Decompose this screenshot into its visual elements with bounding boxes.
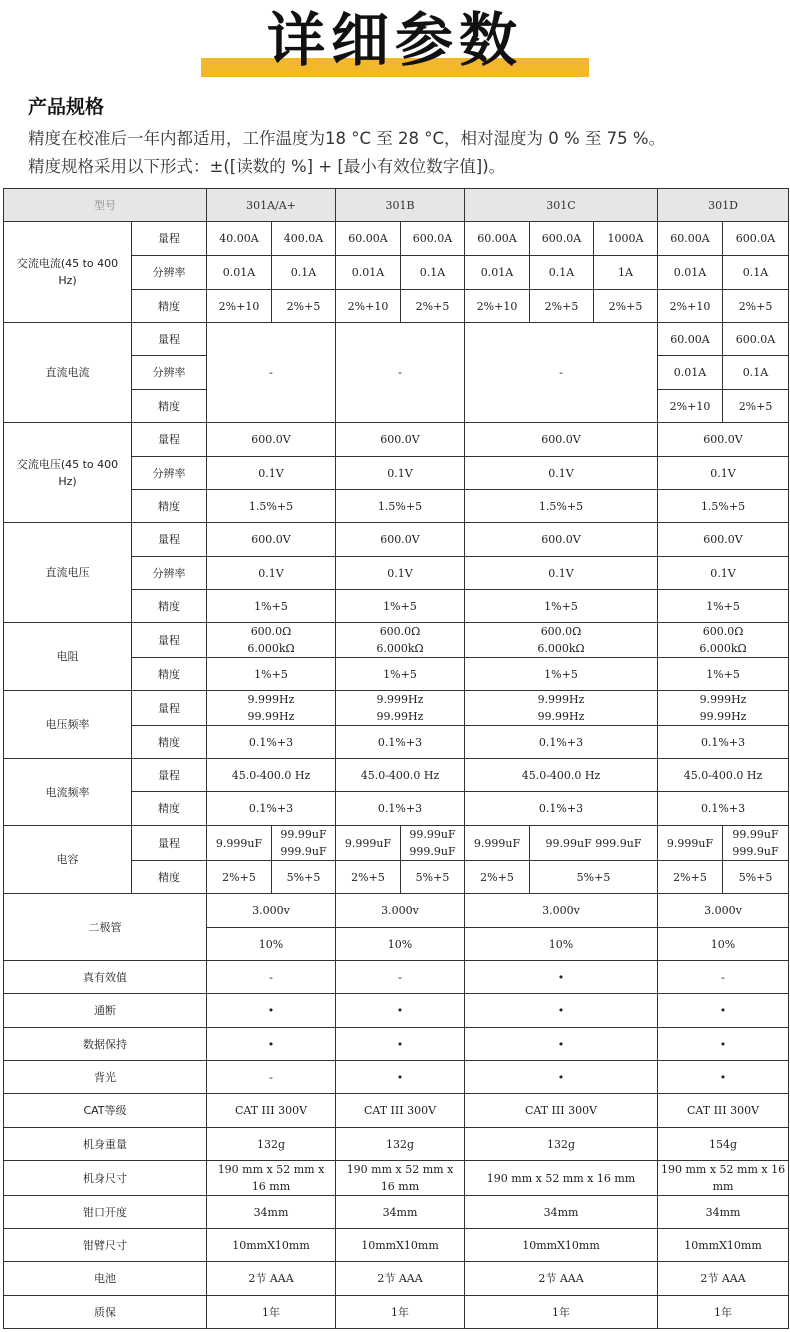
table-cell: 5%+5 (272, 861, 336, 894)
table-cell: 9.999uF (658, 826, 723, 861)
resolution-label: 分辨率 (132, 356, 207, 390)
table-cell: 600.0V (465, 423, 658, 457)
resolution-label: 分辨率 (132, 256, 207, 290)
table-cell (658, 691, 789, 726)
table-row (4, 1161, 789, 1196)
table-cell (723, 826, 789, 861)
table-cell: 2%+5 (465, 861, 530, 894)
table-cell: 1%+5 (207, 658, 336, 691)
table-cell: 45.0-400.0 Hz (336, 759, 465, 792)
table-cell: 1.5%+5 (465, 490, 658, 523)
table-row (4, 222, 789, 256)
table-cell: 600.0A (723, 222, 789, 256)
table-cell: 0.1V (336, 457, 465, 490)
table-cell: 1A (594, 256, 658, 290)
section-title: 产品规格 (28, 96, 105, 118)
range-label: 量程 (132, 759, 207, 792)
range-line: 600.0Ω (702, 625, 744, 638)
table-cell: 9.999uF (207, 826, 272, 861)
table-cell: 1%+5 (465, 590, 658, 623)
table-cell: 5%+5 (723, 861, 789, 894)
table-cell: 3.000v (465, 894, 658, 928)
table-cell: 99.99uF 999.9uF (530, 826, 658, 861)
table-row (4, 994, 789, 1028)
table-cell: 600.0V (207, 523, 336, 557)
table-cell: 60.00A (658, 222, 723, 256)
capacitance-label: 电容 (4, 826, 132, 894)
continuity-label: 通断 (4, 994, 207, 1028)
table-cell: - (658, 961, 789, 994)
table-cell: 132g (207, 1128, 336, 1161)
range-line: 999.9uF (280, 845, 327, 858)
table-cell: 34mm (336, 1196, 465, 1229)
table-cell: 1年 (465, 1296, 658, 1329)
weight-label: 机身重量 (4, 1128, 207, 1161)
table-row (4, 1296, 789, 1329)
table-cell (207, 691, 336, 726)
table-cell: • (207, 994, 336, 1028)
table-cell: 10% (658, 928, 789, 961)
table-cell: - (336, 961, 465, 994)
range-line: 99.99Hz (376, 710, 424, 723)
table-cell: 60.00A (336, 222, 401, 256)
table-cell: 2%+5 (207, 861, 272, 894)
table-cell: 0.1%+3 (207, 726, 336, 759)
cat-rating-label: CAT等级 (4, 1094, 207, 1128)
table-cell: 10% (465, 928, 658, 961)
table-cell: - (465, 323, 658, 423)
table-cell: 1.5%+5 (207, 490, 336, 523)
accuracy-label: 精度 (132, 861, 207, 894)
range-line: 600.0Ω (250, 625, 292, 638)
accuracy-label: 精度 (132, 290, 207, 323)
table-cell: 1%+5 (658, 590, 789, 623)
table-cell: 0.1%+3 (465, 726, 658, 759)
table-cell: 0.1V (336, 557, 465, 590)
table-cell: 3.000v (336, 894, 465, 928)
dc-current-label: 直流电流 (4, 323, 132, 423)
table-cell: 0.1%+3 (207, 792, 336, 826)
table-row (4, 759, 789, 792)
table-cell: 2%+5 (658, 861, 723, 894)
table-cell: 60.00A (658, 323, 723, 356)
table-cell: 0.01A (658, 356, 723, 390)
accuracy-label: 精度 (132, 390, 207, 423)
table-cell: 0.1%+3 (465, 792, 658, 826)
table-cell: 600.0V (207, 423, 336, 457)
table-cell: 190 mm x 52 mm x 16 mm (658, 1161, 789, 1196)
table-cell: 10mmX10mm (336, 1229, 465, 1262)
table-cell: 2节 AAA (207, 1262, 336, 1296)
table-row (4, 894, 789, 928)
table-row (4, 1262, 789, 1296)
table-row (4, 961, 789, 994)
range-line: 6.000kΩ (699, 642, 747, 655)
table-cell: 0.1V (207, 557, 336, 590)
table-cell: 45.0-400.0 Hz (465, 759, 658, 792)
table-row (4, 1128, 789, 1161)
table-cell: 45.0-400.0 Hz (658, 759, 789, 792)
body-size-label: 机身尺寸 (4, 1161, 207, 1196)
table-cell: 1%+5 (336, 658, 465, 691)
range-line: 9.999Hz (376, 693, 424, 706)
table-cell: 2%+5 (336, 861, 401, 894)
table-cell: 2%+10 (336, 290, 401, 323)
table-cell: 2%+10 (658, 390, 723, 423)
table-cell: 1年 (207, 1296, 336, 1329)
table-cell: 1%+5 (658, 658, 789, 691)
table-cell: CAT III 300V (207, 1094, 336, 1128)
current-frequency-label: 电流频率 (4, 759, 132, 826)
table-cell: 0.01A (658, 256, 723, 290)
table-cell: • (336, 994, 465, 1028)
table-cell: • (658, 994, 789, 1028)
model-301d: 301D (658, 189, 789, 222)
table-cell (336, 623, 465, 658)
table-cell: • (465, 994, 658, 1028)
range-label: 量程 (132, 222, 207, 256)
jaw-opening-label: 钳口开度 (4, 1196, 207, 1229)
table-cell: 0.1V (465, 457, 658, 490)
table-cell: 400.0A (272, 222, 336, 256)
table-cell: - (207, 323, 336, 423)
true-rms-label: 真有效值 (4, 961, 207, 994)
table-cell: 1%+5 (465, 658, 658, 691)
voltage-frequency-label: 电压频率 (4, 691, 132, 759)
table-cell: 1000A (594, 222, 658, 256)
page-header (0, 0, 790, 86)
table-cell: 2节 AAA (336, 1262, 465, 1296)
table-cell (465, 623, 658, 658)
table-cell: CAT III 300V (336, 1094, 465, 1128)
table-cell: 2%+5 (272, 290, 336, 323)
table-cell: 0.1%+3 (658, 726, 789, 759)
table-cell (465, 691, 658, 726)
table-cell: • (207, 1028, 336, 1061)
table-cell: 600.0A (401, 222, 465, 256)
table-cell: 2%+5 (723, 290, 789, 323)
table-cell: 0.1V (658, 457, 789, 490)
table-cell: 2%+10 (465, 290, 530, 323)
table-cell: CAT III 300V (465, 1094, 658, 1128)
table-cell: 9.999uF (336, 826, 401, 861)
table-cell: 1%+5 (336, 590, 465, 623)
range-line: 600.0Ω (379, 625, 421, 638)
table-row (4, 1196, 789, 1229)
range-line: 99.99uF (409, 828, 456, 841)
table-cell: 0.1%+3 (336, 792, 465, 826)
table-cell: 190 mm x 52 mm x 16 mm (207, 1161, 336, 1196)
table-row (4, 691, 789, 726)
table-cell: 34mm (207, 1196, 336, 1229)
table-cell: 2%+5 (594, 290, 658, 323)
range-line: 99.99Hz (699, 710, 747, 723)
range-line: 6.000kΩ (376, 642, 424, 655)
table-cell: 600.0V (336, 423, 465, 457)
table-cell (401, 826, 465, 861)
table-row (4, 826, 789, 861)
range-label: 量程 (132, 523, 207, 557)
range-line: 600.0Ω (540, 625, 582, 638)
intro-line-2: 精度规格采用以下形式：±([读数的 %] + [最小有效位数字值])。 (28, 157, 506, 176)
table-cell: 10mmX10mm (465, 1229, 658, 1262)
table-cell: 10mmX10mm (658, 1229, 789, 1262)
table-cell: 1年 (658, 1296, 789, 1329)
table-cell: 600.0V (465, 523, 658, 557)
accuracy-label: 精度 (132, 658, 207, 691)
accuracy-label: 精度 (132, 490, 207, 523)
table-cell (658, 623, 789, 658)
table-cell: 154g (658, 1128, 789, 1161)
backlight-label: 背光 (4, 1061, 207, 1094)
table-cell: 0.1V (658, 557, 789, 590)
dc-voltage-label: 直流电压 (4, 523, 132, 623)
table-cell: 5%+5 (530, 861, 658, 894)
table-cell: 1年 (336, 1296, 465, 1329)
table-cell: • (336, 1028, 465, 1061)
resistance-label: 电阻 (4, 623, 132, 691)
resolution-label: 分辨率 (132, 557, 207, 590)
model-header: 型号 (4, 189, 207, 222)
table-cell: 2%+5 (530, 290, 594, 323)
range-line: 9.999Hz (537, 693, 585, 706)
accuracy-label: 精度 (132, 726, 207, 759)
table-cell: 600.0A (723, 323, 789, 356)
range-line: 6.000kΩ (247, 642, 295, 655)
table-cell: 2%+5 (723, 390, 789, 423)
range-label: 量程 (132, 323, 207, 356)
table-cell: • (658, 1061, 789, 1094)
table-cell: 132g (465, 1128, 658, 1161)
table-row (4, 1229, 789, 1262)
range-label: 量程 (132, 826, 207, 861)
table-row (4, 523, 789, 557)
range-line: 99.99Hz (247, 710, 295, 723)
table-cell: - (207, 1061, 336, 1094)
table-cell: • (658, 1028, 789, 1061)
accuracy-label: 精度 (132, 792, 207, 826)
table-cell: 10% (207, 928, 336, 961)
table-cell: 0.1V (207, 457, 336, 490)
table-row (4, 1094, 789, 1128)
table-cell: 1.5%+5 (658, 490, 789, 523)
table-cell: - (207, 961, 336, 994)
intro-line-1: 精度在校准后一年内都适用，工作温度为18 °C 至 28 °C，相对湿度为 0 % 至 75 %。 (28, 129, 666, 148)
model-301b: 301B (336, 189, 465, 222)
table-cell: 132g (336, 1128, 465, 1161)
table-cell: 190 mm x 52 mm x 16 mm (336, 1161, 465, 1196)
table-cell (272, 826, 336, 861)
data-hold-label: 数据保持 (4, 1028, 207, 1061)
table-cell: 10% (336, 928, 465, 961)
table-cell: 0.1V (465, 557, 658, 590)
spec-table (3, 188, 789, 1329)
table-cell: 1%+5 (207, 590, 336, 623)
table-cell: 0.01A (336, 256, 401, 290)
range-line: 6.000kΩ (537, 642, 585, 655)
battery-label: 电池 (4, 1262, 207, 1296)
table-row (4, 1028, 789, 1061)
table-cell: 0.1A (723, 256, 789, 290)
range-label: 量程 (132, 423, 207, 457)
range-line: 9.999Hz (699, 693, 747, 706)
table-cell: 190 mm x 52 mm x 16 mm (465, 1161, 658, 1196)
table-cell: 600.0V (658, 423, 789, 457)
table-cell: • (336, 1061, 465, 1094)
table-row (4, 323, 789, 356)
table-cell: 0.01A (207, 256, 272, 290)
table-cell: 5%+5 (401, 861, 465, 894)
table-cell: 600.0A (530, 222, 594, 256)
table-cell: CAT III 300V (658, 1094, 789, 1128)
table-cell: 10mmX10mm (207, 1229, 336, 1262)
range-label: 量程 (132, 623, 207, 658)
table-cell: 0.1A (272, 256, 336, 290)
table-row (4, 423, 789, 457)
range-line: 999.9uF (409, 845, 456, 858)
model-301c: 301C (465, 189, 658, 222)
table-cell: 9.999uF (465, 826, 530, 861)
jaw-size-label: 钳臂尺寸 (4, 1229, 207, 1262)
table-cell: 3.000v (207, 894, 336, 928)
ac-voltage-label: 交流电压(45 to 400 Hz) (4, 423, 132, 523)
table-cell: 2节 AAA (465, 1262, 658, 1296)
table-cell: 0.1A (530, 256, 594, 290)
table-cell: • (465, 1061, 658, 1094)
range-line: 99.99uF (732, 828, 779, 841)
table-cell: 600.0V (336, 523, 465, 557)
table-cell: 600.0V (658, 523, 789, 557)
ac-current-label: 交流电流(45 to 400 Hz) (4, 222, 132, 323)
table-cell: 1.5%+5 (336, 490, 465, 523)
table-cell: 0.1A (723, 356, 789, 390)
table-cell: 2%+10 (207, 290, 272, 323)
table-cell: 0.1%+3 (336, 726, 465, 759)
resolution-label: 分辨率 (132, 457, 207, 490)
table-cell: 34mm (465, 1196, 658, 1229)
table-cell: - (336, 323, 465, 423)
table-cell: 2%+5 (401, 290, 465, 323)
table-cell: 45.0-400.0 Hz (207, 759, 336, 792)
table-row (4, 623, 789, 658)
range-line: 999.9uF (732, 845, 779, 858)
table-cell (336, 691, 465, 726)
table-cell (207, 623, 336, 658)
range-line: 99.99uF (280, 828, 327, 841)
diode-label: 二极管 (4, 894, 207, 961)
table-cell: 60.00A (465, 222, 530, 256)
warranty-label: 质保 (4, 1296, 207, 1329)
table-cell: • (465, 1028, 658, 1061)
table-cell: 0.01A (465, 256, 530, 290)
table-cell: 0.1%+3 (658, 792, 789, 826)
range-line: 9.999Hz (247, 693, 295, 706)
model-301a: 301A/A+ (207, 189, 336, 222)
table-header-row (4, 189, 789, 222)
table-cell: 2%+10 (658, 290, 723, 323)
table-cell: 40.00A (207, 222, 272, 256)
accuracy-label: 精度 (132, 590, 207, 623)
table-cell: • (465, 961, 658, 994)
table-cell: 2节 AAA (658, 1262, 789, 1296)
table-cell: 0.1A (401, 256, 465, 290)
table-row (4, 1061, 789, 1094)
table-cell: 3.000v (658, 894, 789, 928)
range-line: 99.99Hz (537, 710, 585, 723)
page-title: 详细参数 (266, 6, 523, 74)
table-cell: 34mm (658, 1196, 789, 1229)
range-label: 量程 (132, 691, 207, 726)
